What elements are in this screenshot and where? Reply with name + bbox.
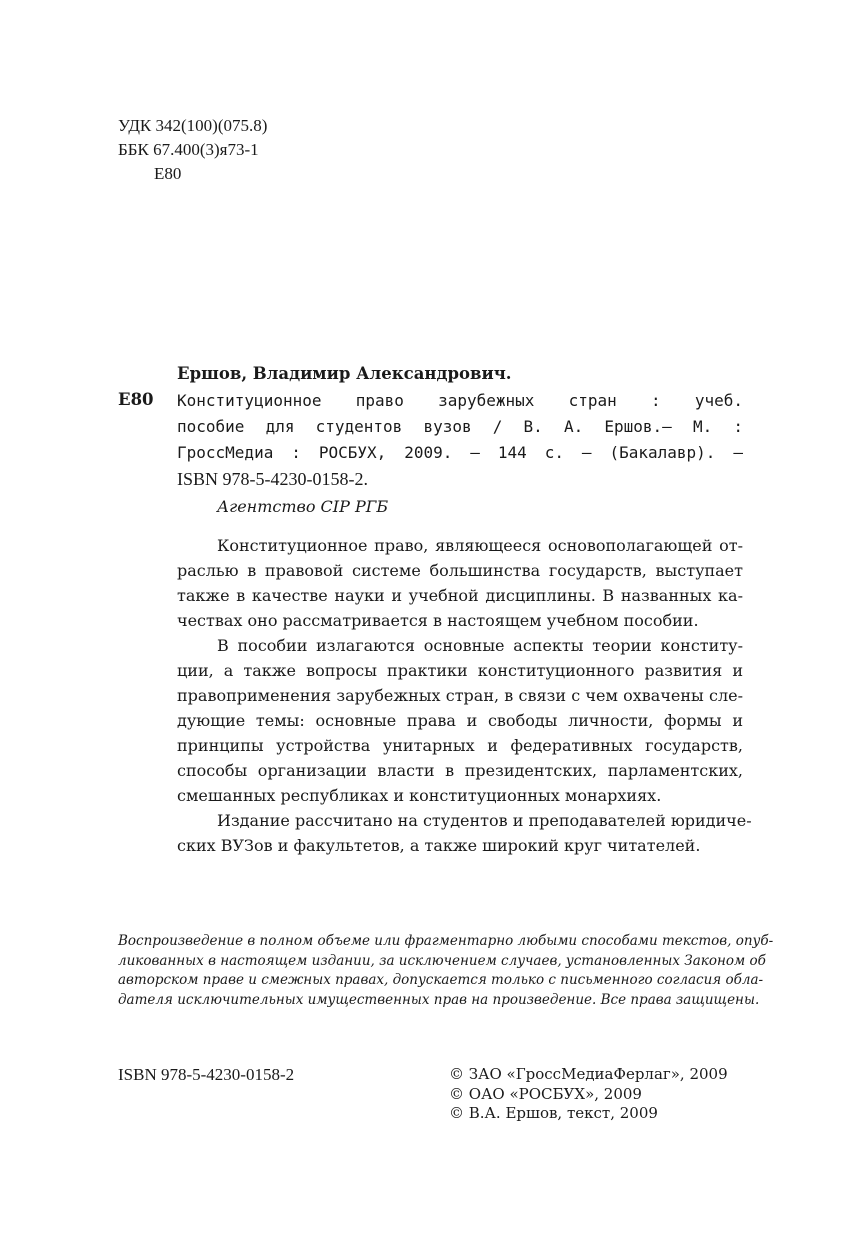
author-mark: Е80	[154, 164, 182, 183]
abstract-line: раслью в правовой системе большинства государств, выступает	[177, 561, 743, 580]
abstract-line: В пособии излагаются основные аспекты теории конститу-	[217, 636, 743, 655]
copyright-line: © В.А. Ершов, текст, 2009	[449, 1104, 658, 1122]
notice-line: дателя исключительных имущественных прав на произведение. Все права защищены.	[118, 991, 760, 1008]
notice-line: ликованных в настоящем издании, за исключением случаев, установленных Законом об	[118, 952, 766, 969]
record-line: Конституционное право зарубежных стран : учеб.	[177, 391, 743, 410]
abstract-line: способы организации власти в президентских, парламентских,	[177, 761, 743, 780]
abstract-line: Конституционное право, являющееся основополагающей от-	[217, 536, 743, 555]
record-code: Е80	[118, 390, 154, 409]
record-line: пособие для студентов вузов / В. А. Ершов.– М. :	[177, 417, 743, 436]
record-isbn: ISBN 978-5-4230-0158-2.	[177, 469, 368, 489]
abstract-line: чествах оно рассматривается в настоящем учебном пособии.	[177, 611, 699, 630]
abstract-line: смешанных республиках и конституционных монархиях.	[177, 786, 662, 805]
footer-isbn: ISBN 978-5-4230-0158-2	[118, 1065, 295, 1084]
record-author: Ершов, Владимир Александрович.	[177, 364, 512, 383]
abstract	[177, 533, 752, 858]
notice-line: Воспроизведение в полном объеме или фрагментарно любыми способами текстов, опуб-	[118, 933, 774, 949]
abstract-line: ских ВУЗов и факультетов, а также широкий круг читателей.	[177, 836, 701, 855]
copyright-holders	[449, 1065, 728, 1124]
abstract-line: правоприменения зарубежных стран, в связи с чем охвачены сле-	[177, 686, 743, 705]
cip-agency: Агентство CIP РГБ	[217, 497, 389, 516]
copyright-line: © ЗАО «ГроссМедиаФерлаг», 2009	[449, 1065, 728, 1083]
copyright-line: © ОАО «РОСБУХ», 2009	[449, 1084, 642, 1103]
abstract-line: ции, а также вопросы практики конституционного развития и	[177, 661, 743, 680]
abstract-line: Издание рассчитано на студентов и преподавателей юридиче-	[217, 811, 752, 830]
abstract-line: также в качестве науки и учебной дисциплины. В названных ка-	[177, 586, 743, 605]
record-description	[177, 388, 743, 492]
abstract-line: дующие темы: основные права и свободы личности, формы и	[177, 711, 743, 730]
notice-line: авторском праве и смежных правах, допускается только с письменного согласия обла-	[118, 972, 764, 988]
udk-code: УДК 342(100)(075.8)	[118, 116, 268, 135]
record-line: ГроссМедиа : РОСБУХ, 2009. – 144 с. – (Бакалавр). –	[177, 443, 743, 462]
bbk-code: ББК 67.400(3)я73-1	[118, 140, 259, 159]
abstract-line: принципы устройства унитарных и федеративных государств,	[177, 736, 743, 755]
copyright-notice	[118, 932, 774, 1010]
